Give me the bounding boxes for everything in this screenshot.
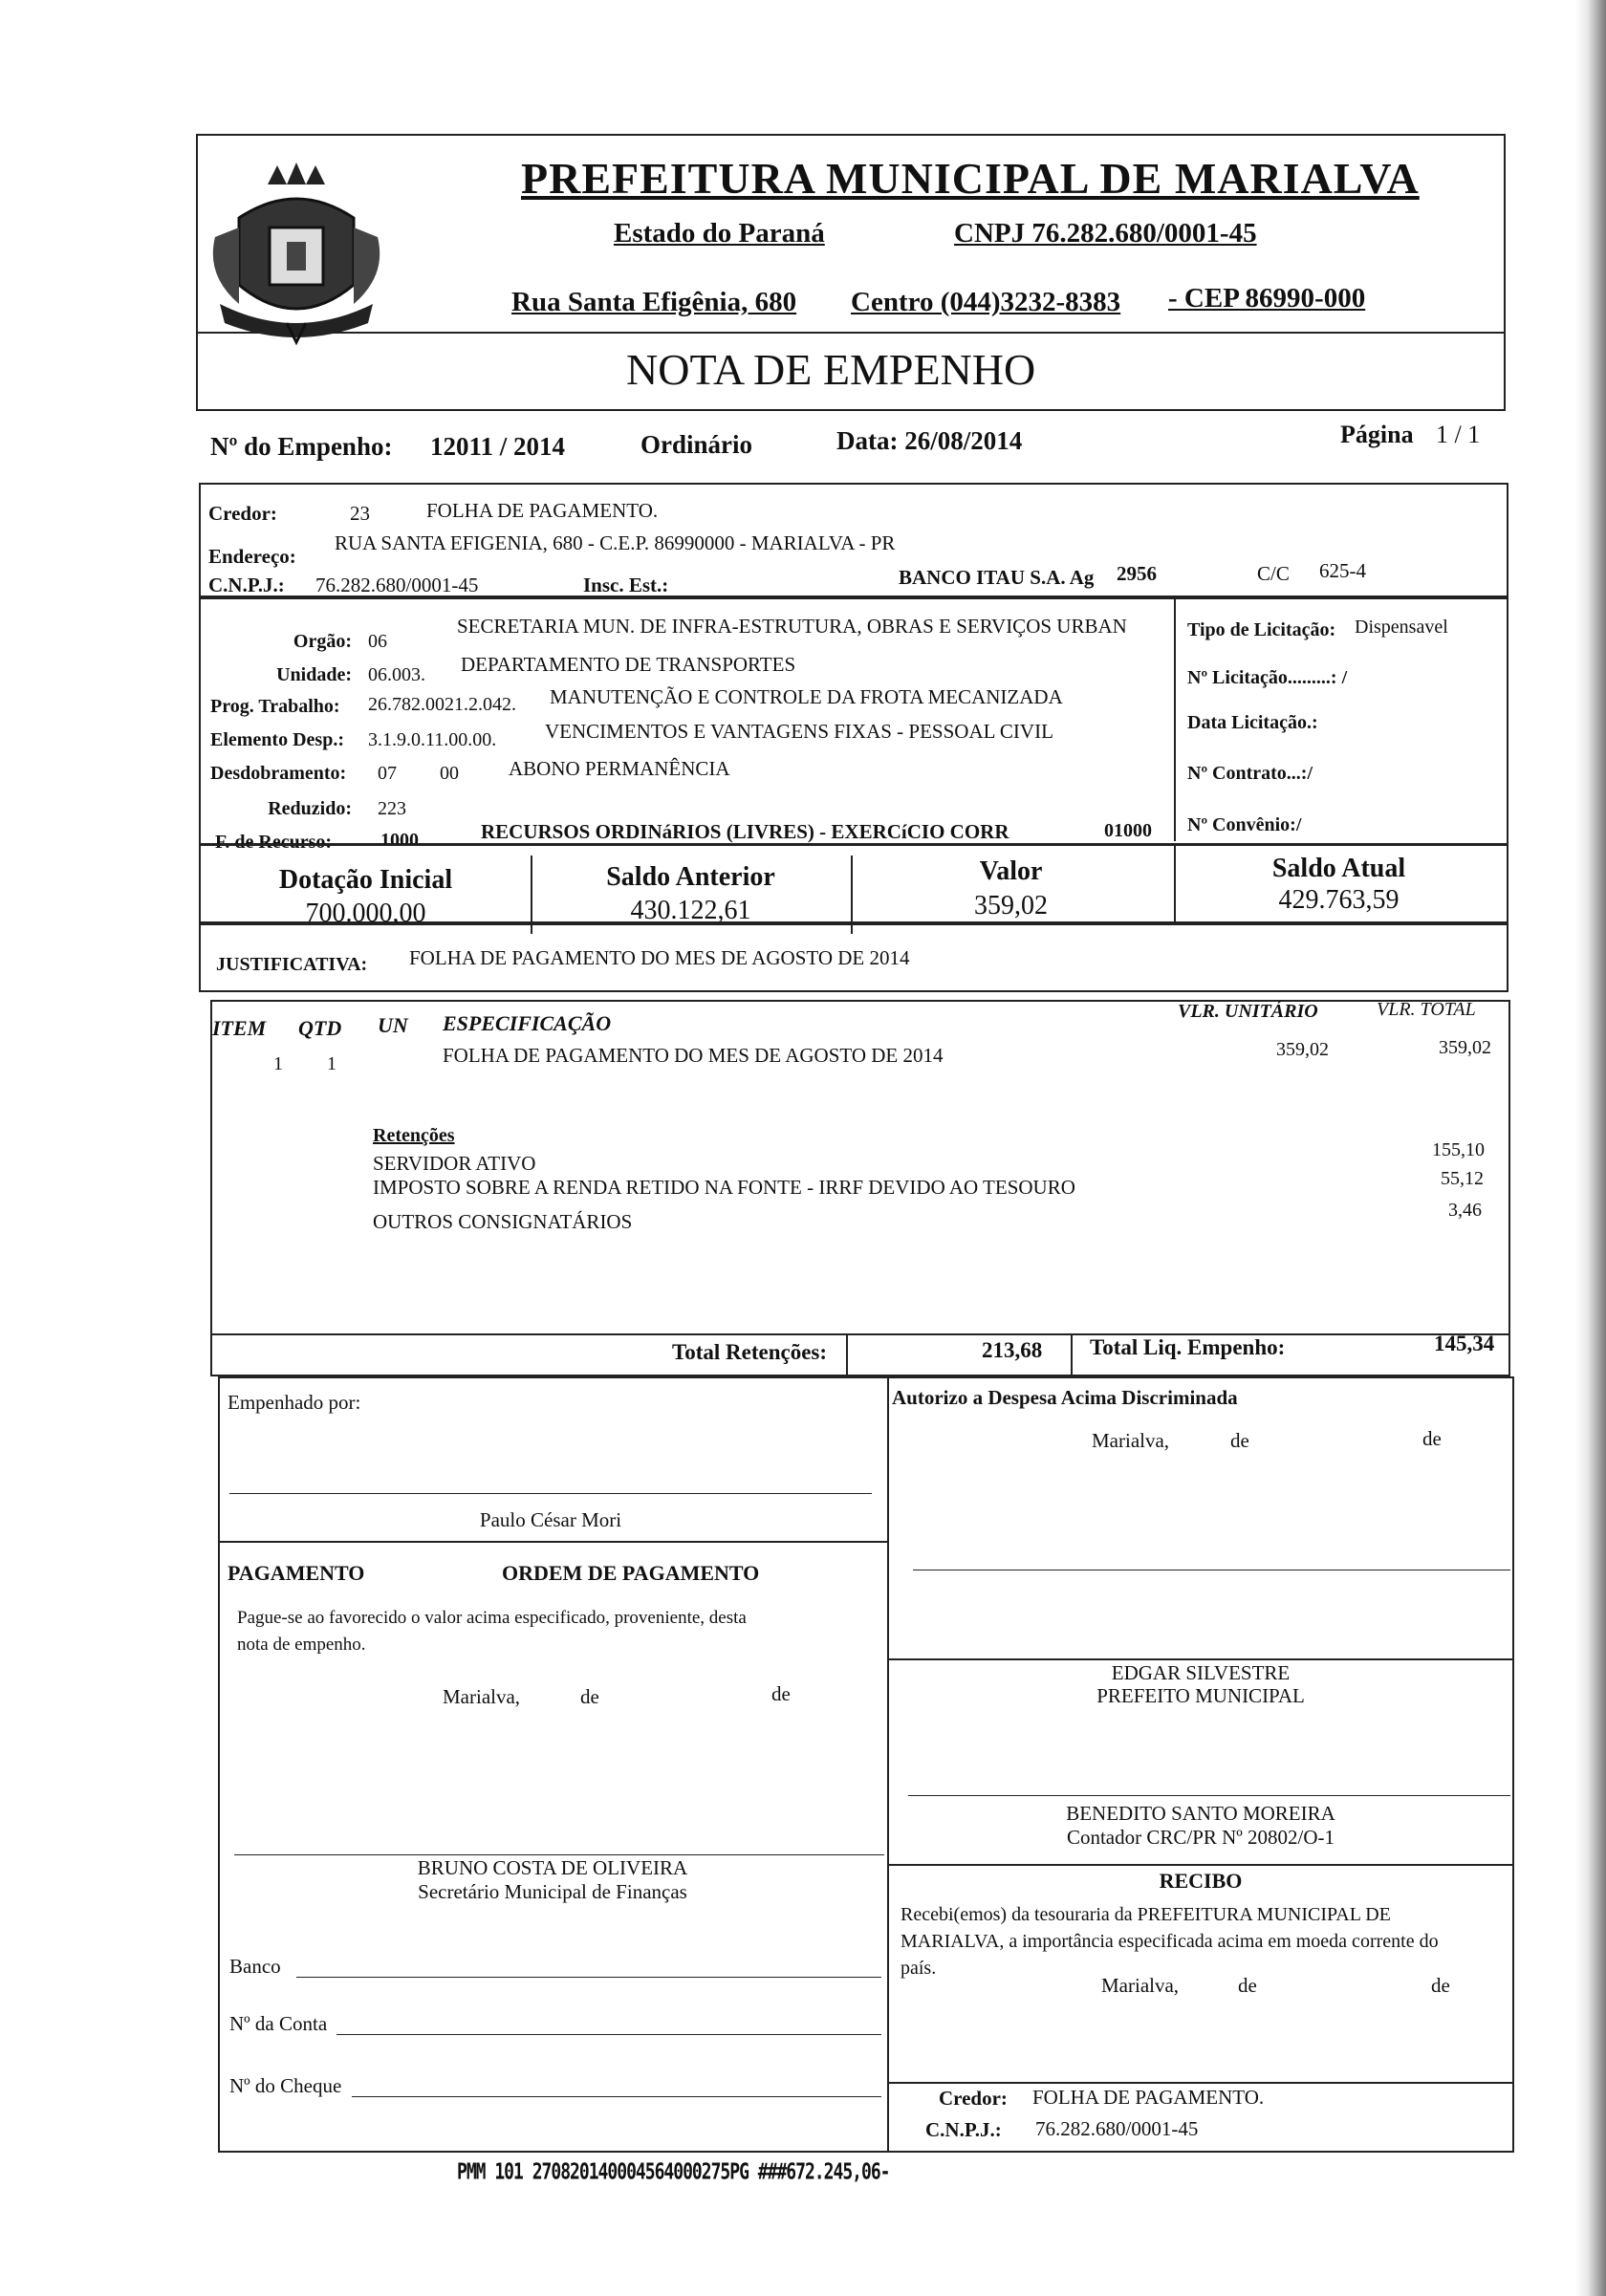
empenhado-name: Paulo César Mori [479, 1508, 622, 1531]
elemento-name: VENCIMENTOS E VANTAGENS FIXAS - PESSOAL CIVIL [545, 720, 1053, 743]
saldo-atual-label: Saldo Atual [1271, 854, 1406, 883]
empenho-number: 12011 / 2014 [430, 432, 566, 461]
orgao-label: Orgão: [293, 631, 352, 652]
orgao-name: SECRETARIA MUN. DE INFRA-ESTRUTURA, OBRAS E SERVIÇOS URBAN [457, 615, 1127, 638]
items-header-un: UN [378, 1013, 408, 1037]
budget-divider [1174, 597, 1176, 841]
cc-value: 625-4 [1319, 559, 1366, 582]
desdobramento-code2: 00 [440, 763, 459, 784]
header-district-phone: Centro (044)3232-8383 [851, 287, 1121, 317]
prefeito-name: EDGAR SILVESTRE [1111, 1661, 1291, 1684]
contador-role: Contador CRC/PR Nº 20802/O-1 [1066, 1826, 1335, 1849]
fonte-label: F. de Recurso: [215, 832, 333, 853]
page-label: Página [1340, 421, 1414, 448]
recibo-cnpj-value: 76.282.680/0001-45 [1035, 2117, 1199, 2140]
ordem-pagamento-title: ORDEM DE PAGAMENTO [502, 1561, 760, 1585]
endereco-label: Endereço: [208, 545, 296, 568]
item-row-item: 1 [273, 1053, 283, 1074]
dotacao-label: Dotação Inicial [278, 865, 453, 895]
banco-line [296, 1977, 881, 1978]
contador-signature-line [908, 1795, 1510, 1796]
fonte-code2: 01000 [1104, 820, 1152, 841]
empenhado-label: Empenhado por: [228, 1391, 361, 1414]
totals-divider-2 [1071, 1333, 1073, 1376]
pagamento-de-2: de [771, 1682, 791, 1705]
cheque-line [352, 2096, 881, 2097]
recibo-credor-value: FOLHA DE PAGAMENTO. [1032, 2086, 1265, 2109]
prog-code: 26.782.0021.2.042. [368, 694, 516, 715]
licitacao-data: Data Licitação.: [1187, 712, 1318, 733]
empenho-type: Ordinário [640, 430, 753, 459]
banco-label: Banco [229, 1955, 281, 1978]
conta-label: Nº da Conta [229, 2012, 328, 2035]
autorizo-text: Autorizo a Despesa Acima Discriminada [892, 1386, 1238, 1409]
empenho-date: Data: 26/08/2014 [836, 426, 1023, 455]
cnpj-label: C.N.P.J.: [208, 574, 285, 596]
credor-label: Credor: [208, 502, 277, 525]
insc-label: Insc. Est.: [583, 574, 669, 596]
right-section-line-2 [887, 1864, 1514, 1866]
dotacao-value: 700.000,00 [305, 899, 426, 928]
pagamento-title: PAGAMENTO [228, 1561, 365, 1585]
header-cep: - CEP 86990-000 [1168, 283, 1366, 314]
valor-value: 359,02 [974, 891, 1048, 921]
desdobramento-label: Desdobramento: [210, 763, 347, 784]
retencao-value-1: 155,10 [1432, 1139, 1485, 1160]
retencao-value-2: 55,12 [1441, 1168, 1484, 1189]
unidade-code: 06.003. [368, 664, 425, 685]
justificativa-text: FOLHA DE PAGAMENTO DO MES DE AGOSTO DE 2014 [409, 946, 910, 969]
header-street: Rua Santa Efigênia, 680 [511, 287, 797, 317]
pagamento-de-1: de [580, 1685, 599, 1708]
recibo-text-1: Recebi(emos) da tesouraria da PREFEITURA MUNICIPAL DE [901, 1904, 1391, 1925]
secretario-name: BRUNO COSTA DE OLIVEIRA [417, 1856, 688, 1879]
item-row-total: 359,02 [1439, 1037, 1491, 1058]
licitacao-tipo-value: Dispensavel [1355, 617, 1448, 638]
recibo-text-2: MARIALVA, a importância especificada acima em moeda corrente do [901, 1931, 1439, 1952]
contrato-numero: Nº Contrato...:/ [1187, 763, 1313, 784]
total-retencoes-label: Total Retenções: [672, 1340, 828, 1364]
prog-name: MANUTENÇÃO E CONTROLE DA FROTA MECANIZADA [550, 685, 1063, 708]
autorizo-city: Marialva, [1092, 1429, 1170, 1452]
recibo-title: RECIBO [1159, 1869, 1243, 1893]
recibo-text-3: país. [901, 1958, 937, 1979]
reduzido-label: Reduzido: [268, 798, 352, 819]
reduzido-value: 223 [378, 798, 406, 819]
elemento-label: Elemento Desp.: [210, 729, 344, 750]
totals-divider-1 [846, 1333, 848, 1376]
retencao-label-3: OUTROS CONSIGNATÁRIOS [373, 1210, 633, 1233]
cc-label: C/C [1257, 562, 1290, 585]
convenio-numero: Nº Convênio:/ [1187, 814, 1302, 835]
retencoes-title: Retenções [373, 1125, 455, 1146]
items-header-total: VLR. TOTAL [1377, 999, 1476, 1020]
items-header-espec: ESPECIFICAÇÃO [443, 1011, 612, 1035]
page-value: 1 / 1 [1436, 421, 1481, 448]
signatures-mid-divider [887, 1376, 889, 2153]
city-crest-icon [201, 161, 392, 352]
autorizo-de-1: de [1230, 1429, 1249, 1452]
items-header-qtd: QTD [298, 1016, 342, 1040]
retencao-label-2: IMPOSTO SOBRE A RENDA RETIDO NA FONTE - IRRF DEVIDO AO TESOURO [373, 1176, 1075, 1199]
pagamento-city: Marialva, [443, 1685, 521, 1708]
item-row-qtd: 1 [327, 1053, 336, 1074]
prefeito-role: PREFEITO MUNICIPAL [1096, 1684, 1305, 1707]
fonte-name: RECURSOS ORDINáRIOS (LIVRES) - EXERCíCIO CORR [481, 820, 1009, 843]
recibo-de-1: de [1238, 1974, 1257, 1997]
conta-line [336, 2034, 881, 2035]
total-liq-value: 145,34 [1434, 1332, 1495, 1355]
credor-name: FOLHA DE PAGAMENTO. [426, 499, 659, 522]
orgao-code: 06 [368, 631, 387, 652]
empenhado-signature-line [229, 1493, 872, 1494]
item-row-unit: 359,02 [1276, 1039, 1329, 1060]
licitacao-tipo-label: Tipo de Licitação: [1187, 619, 1336, 640]
footer-code: PMM 101 270820140004564000275PG ###672.245,06- [457, 2158, 890, 2186]
item-row-desc: FOLHA DE PAGAMENTO DO MES DE AGOSTO DE 2014 [443, 1044, 944, 1067]
recibo-cnpj-label: C.N.P.J.: [925, 2118, 1002, 2141]
elemento-code: 3.1.9.0.11.00.00. [368, 729, 497, 750]
licitacao-numero: Nº Licitação.........: / [1187, 667, 1348, 688]
endereco-value: RUA SANTA EFIGENIA, 680 - C.E.P. 86990000 - MARIALVA - PR [335, 531, 896, 554]
header-title: PREFEITURA MUNICIPAL DE MARIALVA [521, 154, 1420, 203]
retencao-value-3: 3,46 [1448, 1200, 1482, 1221]
cheque-label: Nº do Cheque [229, 2074, 342, 2097]
saldo-atual-value: 429.763,59 [1278, 885, 1400, 915]
retencao-label-1: SERVIDOR ATIVO [373, 1152, 536, 1175]
bank-agency: 2956 [1117, 562, 1157, 585]
items-header-item: ITEM [212, 1016, 267, 1040]
header-state: Estado do Paraná [614, 218, 825, 249]
bank-name: BANCO ITAU S.A. Ag [899, 566, 1095, 589]
fonte-code: 1000 [380, 830, 419, 851]
right-section-line-3 [887, 2082, 1514, 2084]
desdobramento-name: ABONO PERMANÊNCIA [509, 757, 730, 780]
cnpj-value: 76.282.680/0001-45 [315, 574, 479, 596]
secretario-signature-line [234, 1854, 884, 1855]
empenho-label: Nº do Empenho: [210, 432, 393, 461]
justificativa-label: JUSTIFICATIVA: [216, 954, 368, 975]
totals-top-line [212, 1333, 1510, 1335]
left-section-line-1 [218, 1541, 887, 1543]
valor-label: Valor [979, 856, 1043, 886]
total-retencoes-value: 213,68 [982, 1338, 1043, 1362]
total-liq-label: Total Liq. Empenho: [1090, 1335, 1286, 1359]
pague-se-text-1: Pague-se ao favorecido o valor acima especificado, proveniente, desta [237, 1608, 747, 1628]
prog-label: Prog. Trabalho: [210, 696, 340, 717]
saldo-anterior-value: 430.122,61 [630, 896, 751, 925]
right-section-line-1 [887, 1658, 1514, 1660]
items-header-unit: VLR. UNITÁRIO [1178, 1001, 1318, 1022]
recibo-de-2: de [1431, 1974, 1450, 1997]
right-edge-shadow [1575, 0, 1606, 2296]
recibo-credor-label: Credor: [939, 2087, 1008, 2110]
saldo-anterior-label: Saldo Anterior [606, 862, 775, 892]
credor-code: 23 [350, 502, 370, 525]
header-cnpj: CNPJ 76.282.680/0001-45 [954, 218, 1257, 249]
secretario-role: Secretário Municipal de Finanças [418, 1880, 687, 1903]
unidade-name: DEPARTAMENTO DE TRANSPORTES [461, 653, 796, 676]
contador-name: BENEDITO SANTO MOREIRA [1066, 1802, 1335, 1825]
desdobramento-code1: 07 [378, 763, 397, 784]
unidade-label: Unidade: [276, 664, 352, 685]
pague-se-text-2: nota de empenho. [237, 1635, 366, 1655]
autorizo-de-2: de [1422, 1427, 1442, 1450]
header-divider [196, 332, 1506, 334]
document-title: NOTA DE EMPENHO [626, 345, 1036, 394]
recibo-city: Marialva, [1101, 1974, 1180, 1997]
